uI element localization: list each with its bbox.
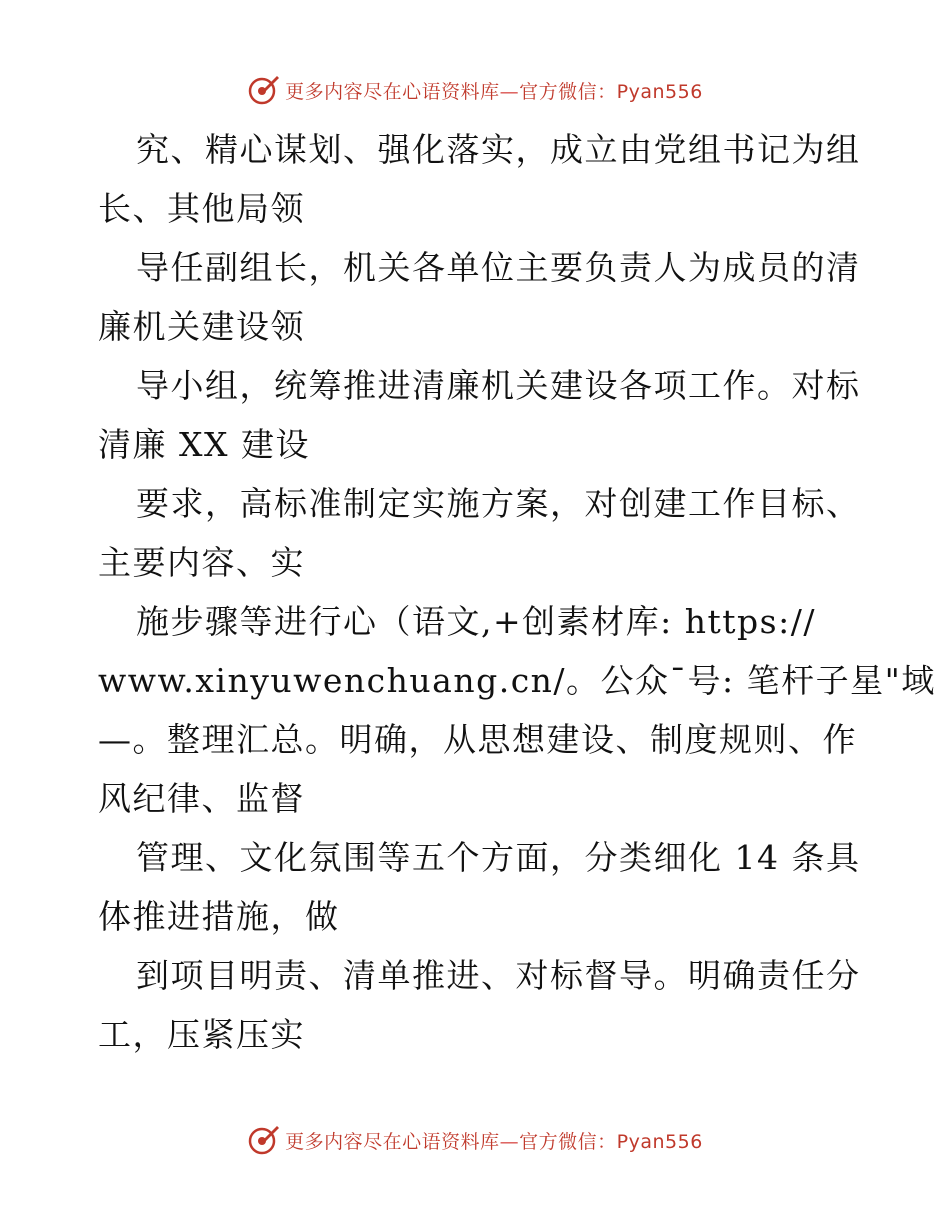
paragraph-line: 主要内容、实 <box>98 543 305 582</box>
paragraph-line: 长、其他局领 <box>98 189 305 228</box>
paragraph-line: 管理、文化氛围等五个方面，分类细化 14 条具 <box>136 838 861 877</box>
paragraph-line: 风纪律、监督 <box>98 779 305 818</box>
paragraph-line: 廉机关建设领 <box>98 307 305 346</box>
header-banner-text: 更多内容尽在心语资料库—官方微信：Pyan556 <box>285 80 703 103</box>
paragraph-line: 究、精心谋划、强化落实，成立由党组书记为组 <box>136 130 861 169</box>
footer-banner <box>0 1120 950 1160</box>
paragraph-line: 到项目明责、清单推进、对标督导。明确责任分 <box>136 956 861 995</box>
pen-logo-icon <box>247 1123 281 1157</box>
pen-logo-icon <box>247 73 281 107</box>
paragraph-line: —。整理汇总。明确，从思想建设、制度规则、作 <box>98 720 857 759</box>
paragraph-line: www.xinyuwenchuang.cn/。公众¯号: 笔杆子星"域 <box>98 661 936 700</box>
paragraph-line: 清廉 XX 建设 <box>98 425 310 464</box>
paragraph-line: 导小组，统筹推进清廉机关建设各项工作。对标 <box>136 366 861 405</box>
document-body <box>98 120 936 1064</box>
footer-banner-text: 更多内容尽在心语资料库—官方微信：Pyan556 <box>285 1130 703 1153</box>
paragraph-line: 导任副组长，机关各单位主要负责人为成员的清 <box>136 248 861 287</box>
paragraph-line: 施步骤等进行心（语文,+创素材库: https:// <box>136 602 816 641</box>
paragraph-line: 体推进措施，做 <box>98 897 340 936</box>
paragraph-line: 要求，高标准制定实施方案，对创建工作目标、 <box>136 484 861 523</box>
header-banner <box>0 70 950 110</box>
paragraph-line: 工，压紧压实 <box>98 1015 305 1054</box>
